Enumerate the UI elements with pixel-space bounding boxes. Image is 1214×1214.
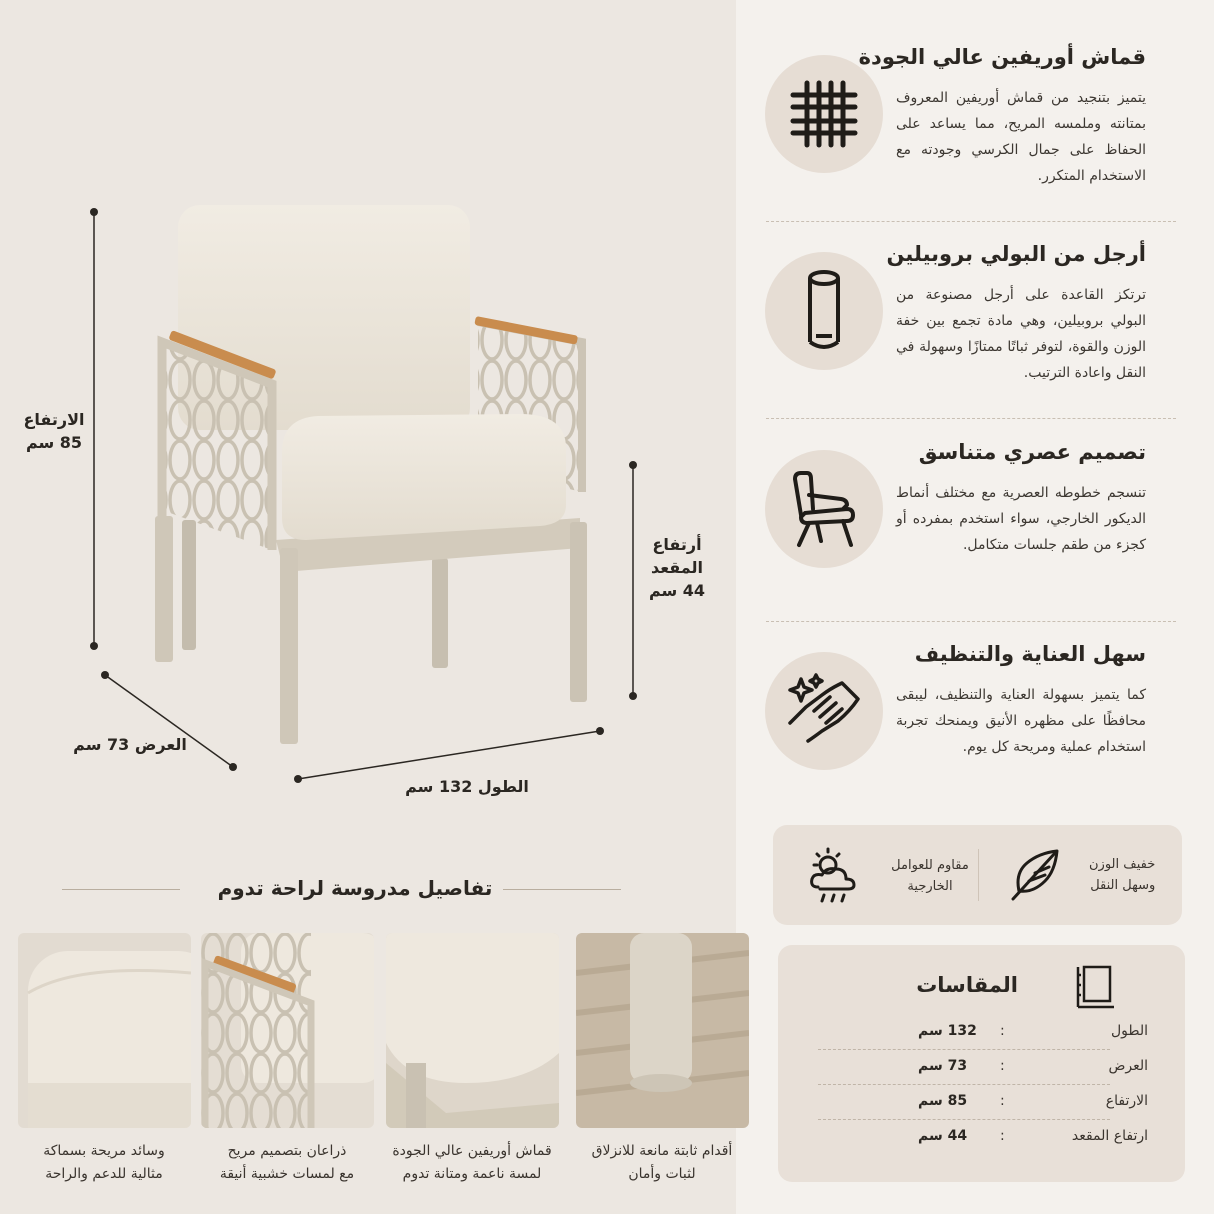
- detail-image-seat-cushion: [386, 933, 559, 1128]
- dimension-separator: :: [1000, 1093, 1005, 1109]
- seat-height-label-2: المقعد: [650, 558, 703, 577]
- dimension-row-height: [818, 1085, 1148, 1120]
- detail-caption-seat: [382, 1140, 562, 1186]
- seat-height-measure-label: [642, 533, 712, 602]
- armchair-icon: [787, 469, 861, 549]
- badge-line: وسهل النقل: [1090, 878, 1156, 893]
- feature-icon-circle: [765, 652, 883, 770]
- feature-fabric: [760, 45, 1180, 245]
- seat-height-value: 44 سم: [648, 581, 706, 600]
- dimension-separator: :: [1000, 1058, 1005, 1074]
- feature-divider: [766, 621, 1176, 622]
- caption-line: مع لمسات خشبية أنيقة: [219, 1166, 355, 1182]
- details-divider-right: [503, 889, 621, 890]
- detail-caption-foot: [572, 1140, 752, 1186]
- caption-line: لمسة ناعمة ومتانة تدوم: [402, 1166, 542, 1182]
- cleaning-hand-icon: [784, 671, 864, 751]
- feature-description: تنسجم خطوطه العصرية مع مختلف أنماط الديكور الخارجي، سواء استخدم بمفرده أو كجزء من طقم جلسات متكامل.: [896, 485, 1146, 553]
- detail-image-armrest: [201, 933, 374, 1128]
- chair-illustration: [0, 0, 736, 860]
- dimension-label: الارتفاع: [1105, 1093, 1148, 1109]
- feature-icon-circle: [765, 252, 883, 370]
- dimension-separator: :: [1000, 1023, 1005, 1039]
- dimensions-title: المقاسات: [916, 973, 1018, 997]
- feature-description: ترتكز القاعدة على أرجل مصنوعة من البولي بروبيلين، وهي مادة تجمع بين خفة الوزن والقوة، لتوفر ثباتًا ممتازًا وسهولة في النقل واعادة الترتيب.: [896, 287, 1146, 381]
- caption-line: قماش أوريفين عالي الجودة: [392, 1143, 552, 1159]
- feature-title: أرجل من البولي بروبيلين: [886, 242, 1146, 266]
- dimension-label: العرض: [1108, 1058, 1148, 1074]
- weather-icon: [806, 845, 866, 905]
- feature-icon-circle: [765, 55, 883, 173]
- details-divider-left: [62, 889, 180, 890]
- feature-design: [760, 440, 1180, 640]
- details-title: تفاصيل مدروسة لراحة تدوم: [217, 876, 493, 900]
- seat-height-label-1: أرتفاع: [652, 535, 702, 554]
- dimension-value: 73 سم: [918, 1058, 968, 1074]
- cylinder-leg-icon: [799, 266, 849, 356]
- height-label: الارتفاع: [23, 410, 85, 429]
- feature-description: يتميز بتنجيد من قماش أوريفين المعروف بمتانته وملمسه المريح، مما يساعد على الحفاظ على جمال الكرسي وجودته مع الاستخدام المتكرر.: [896, 90, 1146, 184]
- badge-weather: [806, 825, 969, 925]
- feature-legs: [760, 242, 1180, 442]
- feature-cleaning: [760, 642, 1180, 842]
- dimension-value: 132 سم: [918, 1023, 977, 1039]
- caption-line: ذراعان بتصميم مريح: [227, 1143, 347, 1159]
- feature-title: سهل العناية والتنظيف: [914, 642, 1146, 666]
- caption-line: لثبات وأمان: [628, 1166, 696, 1182]
- caption-line: مثالية للدعم والراحة: [45, 1166, 163, 1182]
- dimension-separator: :: [1000, 1128, 1005, 1144]
- caption-line: أقدام ثابتة مانعة للانزلاق: [591, 1143, 733, 1159]
- width-measure-label: العرض 73 سم: [73, 735, 187, 754]
- badge-label: [870, 855, 990, 897]
- dimension-label: ارتفاع المقعد: [1071, 1128, 1148, 1144]
- dimensions-panel: [778, 945, 1185, 1182]
- feather-icon: [1005, 845, 1065, 905]
- length-measure-label: الطول 132 سم: [405, 777, 529, 796]
- badges-panel: [773, 825, 1182, 925]
- detail-caption-armrest: [197, 1140, 377, 1186]
- dimension-label: الطول: [1110, 1023, 1148, 1039]
- dimension-row-width: [818, 1050, 1148, 1085]
- detail-caption-cushion: [14, 1140, 194, 1186]
- badge-line: خفيف الوزن: [1089, 857, 1156, 872]
- dimension-row-length: [818, 1015, 1148, 1050]
- feature-divider: [766, 418, 1176, 419]
- badge-line: مقاوم للعوامل: [891, 858, 969, 873]
- feature-icon-circle: [765, 450, 883, 568]
- detail-image-cushion: [18, 933, 191, 1128]
- height-value: 85 سم: [25, 433, 83, 452]
- dimension-value: 85 سم: [918, 1093, 968, 1109]
- dimension-value: 44 سم: [918, 1128, 968, 1144]
- caption-line: وسائد مريحة بسماكة: [43, 1143, 165, 1159]
- badge-lightweight: [1005, 825, 1155, 925]
- ruler-frame-icon: [1076, 963, 1116, 1009]
- feature-title: قماش أوريفين عالي الجودة: [858, 45, 1146, 69]
- feature-description: كما يتميز بسهولة العناية والتنظيف، ليبقى محافظًا على مظهره الأنيق ويمنحك تجربة استخدام عملية ومريحة كل يوم.: [896, 687, 1146, 755]
- dimension-row-seat-height: [818, 1120, 1148, 1155]
- feature-divider: [766, 221, 1176, 222]
- badge-line: الخارجية: [907, 879, 953, 894]
- fabric-weave-icon: [789, 79, 859, 149]
- feature-title: تصميم عصري متناسق: [918, 440, 1146, 464]
- detail-image-foot: [576, 933, 749, 1128]
- badge-label: [1089, 854, 1155, 896]
- height-measure-label: [20, 408, 88, 454]
